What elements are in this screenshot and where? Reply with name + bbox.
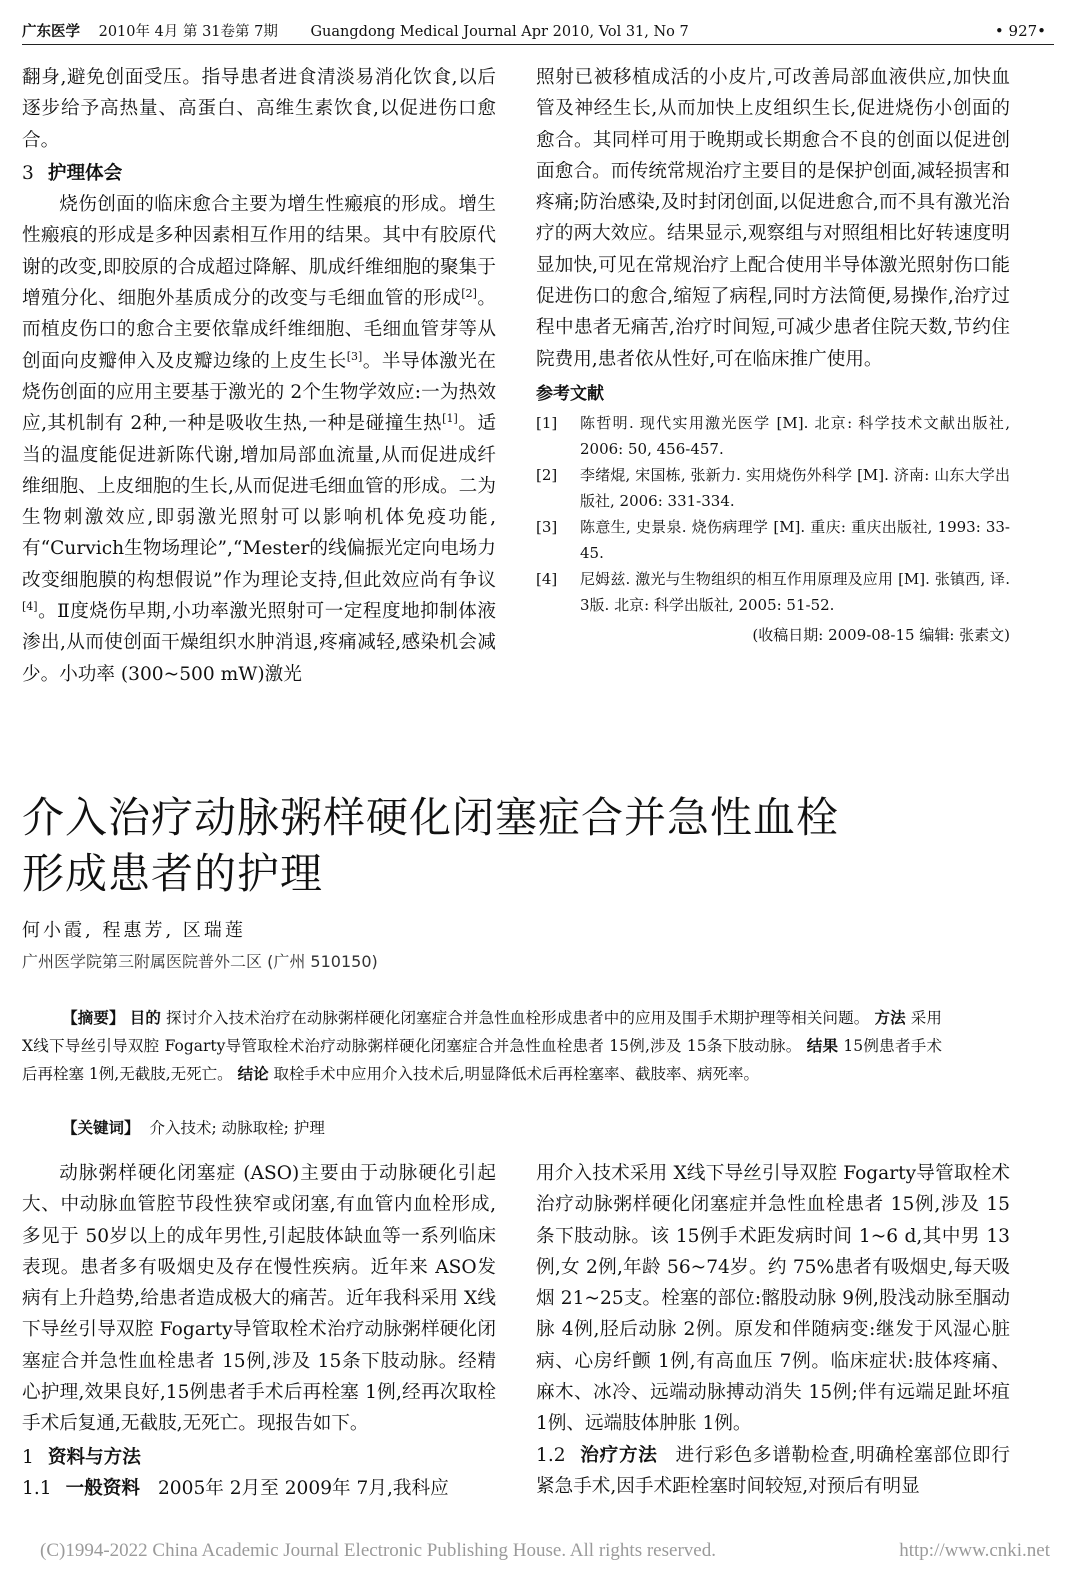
text-run: 。Ⅱ度烧伤早期,小功率激光照射可一定程度地抑制体液渗出,从而使创面干燥组织水肿消退,疼痛减轻,感染机会减少。小功率 (300~500 mW)激光: [22, 601, 496, 685]
bottom-right-column: [536, 1158, 1010, 1502]
section-title: 资料与方法: [47, 1446, 141, 1468]
title-line: 介入治疗动脉粥样硬化闭塞症合并急性血栓: [22, 793, 840, 842]
footer-url: http://www.cnki.net: [899, 1540, 1050, 1561]
reference-text: 陈意生, 史景泉. 烧伤病理学 [M]. 重庆: 重庆出版社, 1993: 33-45.: [580, 518, 1010, 563]
running-header: [22, 18, 1054, 45]
subsection-text: 进行彩色多谱勒检查,明确栓塞部位即行紧急手术,因手术距栓塞时间较短,对预后有明显: [536, 1444, 1010, 1497]
paragraph: 照射已被移植成活的小皮片,可改善局部血液供应,加快血管及神经生长,从而加快上皮组织生长,促进烧伤小创面的愈合。其同样可用于晚期或长期愈合不良的创面以促进创面愈合。而传统常规治疗主要目的是保护创面,减轻损害和疼痛;防治感染,及时封闭创面,以促进愈合,而不具有激光治疗的两大效应。结果显示,观察组与对照组相比好转速度明显加快,可见在常规治疗上配合使用半导体激光照射伤口能促进伤口的愈合,缩短了病程,同时方法简便,易操作,治疗过程中患者无痛苦,治疗时间短,可减少患者住院天数,节约住院费用,患者依从性好,可在临床推广使用。: [536, 67, 1010, 370]
abstract: [22, 1004, 942, 1088]
subsection-text: 2005年 2月至 2009年 7月,我科应: [157, 1477, 449, 1499]
subsection-title: 治疗方法: [579, 1444, 658, 1466]
citation: [1]: [442, 412, 458, 426]
reference-number: [3]: [536, 518, 558, 537]
top-left-column: [22, 62, 496, 690]
copyright-text: (C)1994-2022 China Academic Journal Electronic Publishing House. All rights reserved.: [40, 1540, 716, 1561]
conclusion-text: 取栓手术中应用介入技术后,明显降低术后再栓塞率、截肢率、病死率。: [273, 1065, 759, 1083]
subsection-number: 1.2: [536, 1444, 566, 1466]
subsection-paragraph: [22, 1473, 496, 1504]
authors: 何小霞, 程惠芳, 区瑞莲: [22, 920, 246, 941]
objective-text: 探讨介入技术治疗在动脉粥样硬化闭塞症合并急性血栓形成患者中的应用及围手术期护理等相关问题。: [166, 1009, 870, 1027]
references-title: 参考文献: [536, 383, 604, 404]
title-line: 形成患者的护理: [22, 849, 324, 898]
reference-item: [536, 410, 1010, 462]
conclusion-label: 结论: [237, 1064, 269, 1083]
reference-text: 陈哲明. 现代实用激光医学 [M]. 北京: 科学技术文献出版社, 2006: 50, 456-457.: [580, 414, 1010, 459]
reference-item: [536, 566, 1010, 618]
paragraph: 翻身,避免创面受压。指导患者进食清淡易消化饮食,以后逐步给予高热量、高蛋白、高维生素饮食,以促进伤口愈合。: [22, 67, 496, 151]
abstract-label: 【摘要】: [62, 1008, 125, 1027]
article-title: [22, 790, 1002, 902]
citation: [2]: [461, 286, 477, 300]
top-right-column: [536, 62, 1010, 652]
keywords-label: 【关键词】: [62, 1118, 140, 1137]
issue-cn: 2010年 4月 第 31卷第 7期: [98, 24, 278, 40]
paragraph: [22, 189, 496, 690]
header-left: [22, 20, 689, 41]
paragraph: 动脉粥样硬化闭塞症 (ASO)主要由于动脉硬化引起大、中动脉血管腔节段性狭窄或闭塞,有血管内血栓形成,多见于 50岁以上的成年男性,引起肢体缺血等一系列临床表现。患者多有吸烟史及存在慢性疾病。近年来 ASO发病有上升趋势,给患者造成极大的痛苦。近年我科采用 X线下导丝引导双腔 Fogarty导管取栓术治疗动脉粥样硬化闭塞症合并急性血栓患者 15例,涉及 15条下肢动脉。经精心护理,效果良好,15例患者手术后再栓塞 1例,经再次取栓手术后复通,无截肢,无死亡。现报告如下。: [22, 1163, 496, 1435]
subsection-title: 一般资料: [65, 1477, 140, 1499]
page-number: • 927•: [994, 22, 1046, 40]
citation: [4]: [22, 599, 38, 613]
text-run: 。而植皮伤口的愈合主要依靠成纤维细胞、毛细血管芽等从创面向皮瓣伸入及皮瓣边缘的上皮生长: [22, 288, 496, 372]
text-run: 烧伤创面的临床愈合主要为增生性瘢痕的形成。增生性瘢痕的形成是多种因素相互作用的结果。其中有胶原代谢的改变,即胶原的合成超过降解、肌成纤维细胞的聚集于增殖分化、细胞外基质成分的改变与毛细血管的形成: [22, 194, 496, 310]
reference-text: 李绪焜, 宋国栋, 张新力. 实用烧伤外科学 [M]. 济南: 山东大学出版社, 2006: 331-334.: [580, 466, 1010, 511]
received-date: (收稿日期: 2009-08-15 编辑: 张素文): [752, 626, 1010, 645]
section-number: 3: [22, 162, 34, 184]
text-run: 。适当的温度能促进新陈代谢,增加局部血流量,从而促进成纤维细胞、上皮细胞的生长,从而促进毛细血管的形成。二为生物刺激效应,即弱激光照射可以影响机体免疫功能,有“Curvich生物场理论”,“Mester的线偏振光定向电场力改变细胞膜的构想假说”作为理论支持,但此效应尚有争议: [22, 413, 496, 591]
reference-item: [536, 514, 1010, 566]
paragraph: 用介入技术采用 X线下导丝引导双腔 Fogarty导管取栓术治疗动脉粥样硬化闭塞症并急性血栓患者 15例,涉及 15条下肢动脉。该 15例手术距发病时间 1~6 d,其中男 13例,女 2例,年龄 56~74岁。约 75%患者有吸烟史,每天吸烟 21~25支。栓塞的部位:髂股动脉 9例,股浅动脉至腘动脉 4例,胫后动脉 2例。原发和伴随病变:继发于风湿心脏病、心房纤颤 1例,有高血压 7例。临床症状:肢体疼痛、麻木、冰冷、远端动脉搏动消失 15例;伴有远端足趾坏疽 1例、远端肢体肿胀 1例。: [536, 1163, 1010, 1435]
copyright-footer: [40, 1540, 1050, 1562]
section-number: 1: [22, 1446, 34, 1468]
method-label: 方法: [874, 1008, 906, 1027]
text-run: 。半导体激光在烧伤创面的应用主要基于激光的 2个生物学效应:一为热效应,其机制有 2种,一种是吸收生热,一种是碰撞生热: [22, 350, 496, 435]
method-text: 采用 X线下导丝引导双腔 Fogarty导管取栓术治疗动脉粥样硬化闭塞症合并急性血栓患者 15例,涉及 15条下肢动脉。: [22, 1009, 942, 1055]
issue-en: Guangdong Medical Journal Apr 2010, Vol 31, No 7: [310, 24, 689, 40]
journal-name: 广东医学: [22, 23, 80, 40]
section-heading: [22, 158, 496, 189]
reference-text: 尼姆兹. 激光与生物组织的相互作用原理及应用 [M]. 张镇西, 译. 3版. 北京: 科学出版社, 2005: 51-52.: [580, 570, 1010, 615]
result-text: 15例患者手术后再栓塞 1例,无截肢,无死亡。: [22, 1037, 942, 1083]
reference-number: [4]: [536, 570, 558, 589]
section-heading: [22, 1442, 496, 1473]
result-label: 结果: [806, 1036, 839, 1055]
reference-number: [1]: [536, 414, 558, 433]
citation: [3]: [346, 349, 363, 363]
reference-item: [536, 462, 1010, 514]
section-title: 护理体会: [47, 162, 123, 184]
bottom-left-column: [22, 1158, 496, 1504]
references-list: [536, 410, 1010, 618]
subsection-number: 1.1: [22, 1477, 52, 1499]
objective-label: 目的: [129, 1008, 161, 1027]
affiliation: 广州医学院第三附属医院普外二区 (广州 510150): [22, 952, 378, 971]
subsection-paragraph: [536, 1440, 1010, 1503]
keywords-text: 介入技术; 动脉取栓; 护理: [149, 1119, 325, 1137]
reference-number: [2]: [536, 466, 558, 485]
keywords: [62, 1116, 325, 1138]
